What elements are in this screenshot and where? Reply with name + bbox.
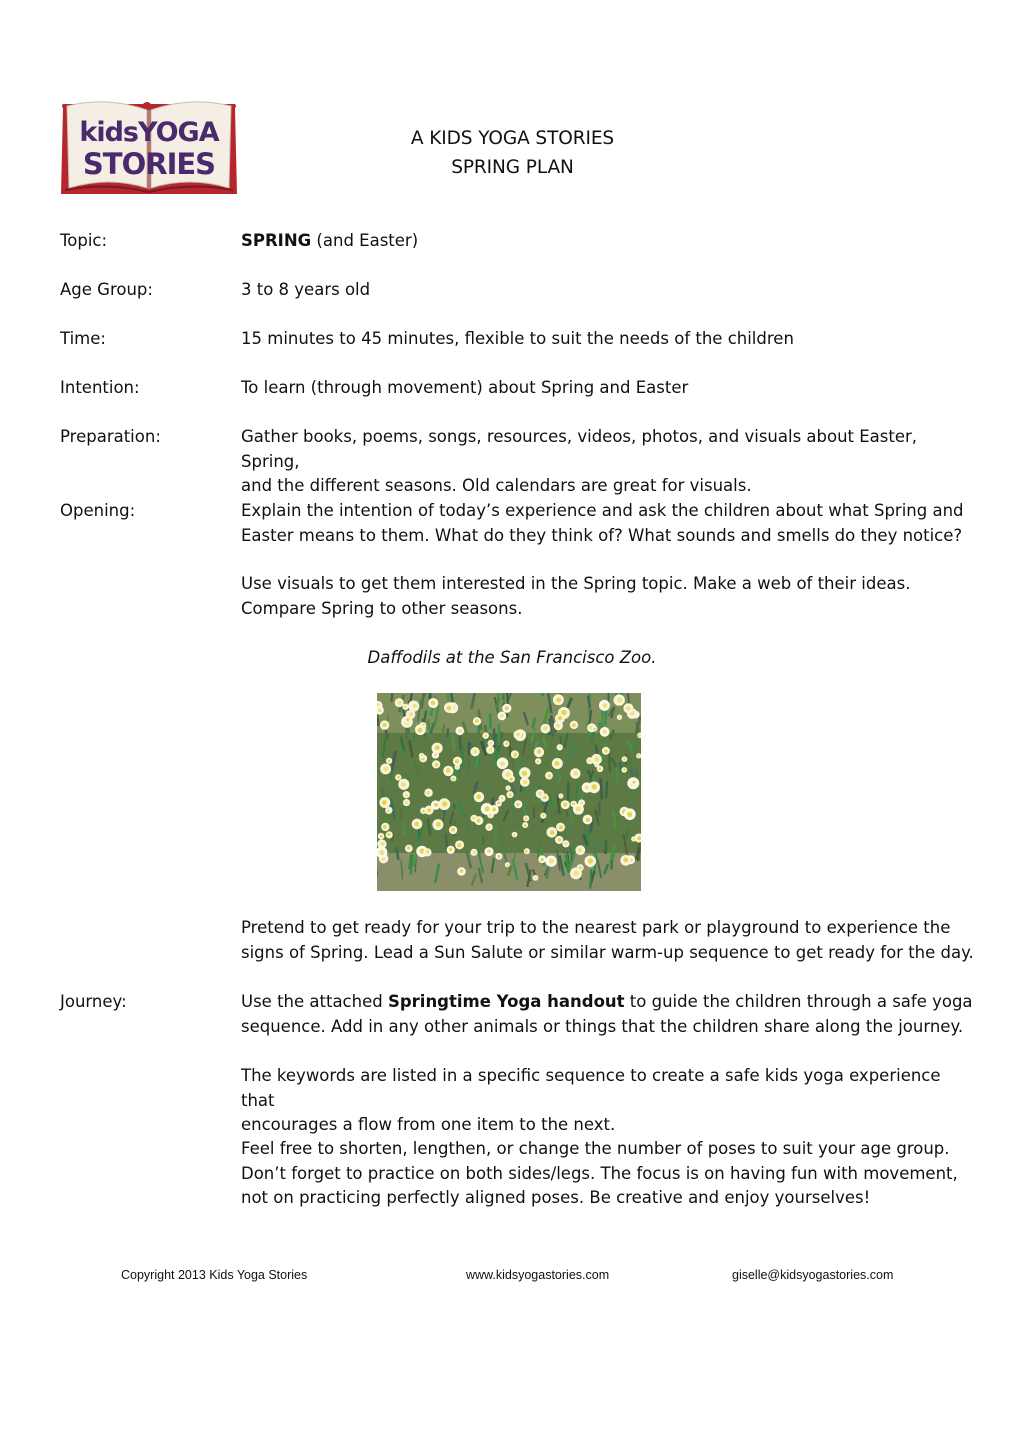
journey-p3-line-2: Don’t forget to practice on both sides/legs. The focus is on having fun with movement, [241,1163,958,1183]
springtime-yoga-handout-ref: Springtime Yoga handout [387,992,625,1011]
opening-paragraph-3 [241,916,976,965]
opening-paragraph-2 [241,572,976,621]
journey-p1-line-1 [241,990,976,1015]
topic-value-rest: (and Easter) [311,231,419,250]
footer-website[interactable]: www.kidsyogastories.com [466,1268,610,1282]
topic-value [241,229,976,254]
journey-p2-line-1: The keywords are listed in a specific sequence to create a safe kids yoga experience that [241,1066,941,1110]
journey-p1-pre: Use the attached [241,992,388,1011]
footer-email[interactable]: giselle@kidsyogastories.com [732,1268,894,1282]
kids-yoga-stories-logo [57,96,241,200]
intention-label: Intention: [60,378,140,397]
preparation-line-1: Gather books, poems, songs, resources, videos, photos, and visuals about Easter, Spring, [241,427,918,471]
logo-text-bottom: STORIES [82,147,216,181]
opening-p1-line-2: Easter means to them. What do they think of? What sounds and smells do they notice? [241,525,963,545]
page-title [360,124,665,182]
time-label: Time: [60,329,106,348]
journey-p2-line-2: encourages a flow from one item to the next. [241,1115,616,1134]
preparation-label: Preparation: [60,427,161,446]
journey-p1-post: to guide the children through a safe yoga [624,992,973,1011]
title-line-2: SPRING PLAN [451,157,574,178]
opening-p1-line-1: Explain the intention of today’s experience and ask the children about what Spring and [241,501,964,520]
footer-copyright: Copyright 2013 Kids Yoga Stories [121,1268,308,1282]
journey-paragraph-1 [241,990,976,1039]
age-group-value: 3 to 8 years old [241,280,371,299]
journey-p3-line-1: Feel free to shorten, lengthen, or change the number of poses to suit your age group. [241,1139,950,1158]
opening-p3-line-2: signs of Spring. Lead a Sun Salute or similar warm-up sequence to get ready for the day. [241,942,974,962]
opening-paragraph-1 [241,499,976,548]
journey-label: Journey: [60,992,127,1011]
daffodils-photo [377,693,641,891]
photo-caption: Daffodils at the San Francisco Zoo. [367,648,657,667]
title-line-1: A KIDS YOGA STORIES [410,128,615,149]
daffodils-image [377,693,641,891]
opening-p3-line-1: Pretend to get ready for your trip to the nearest park or playground to experience the [241,918,951,937]
journey-p3-line-3: not on practicing perfectly aligned poses. Be creative and enjoy yourselves! [241,1188,871,1207]
age-group-label: Age Group: [60,280,153,299]
opening-label: Opening: [60,501,136,520]
opening-p2-line-2: Compare Spring to other seasons. [241,598,523,618]
preparation-line-2: and the different seasons. Old calendars are great for visuals. [241,476,752,495]
topic-label: Topic: [60,231,108,250]
logo-text-top: kidsYOGA [79,117,219,148]
opening-p2-line-1: Use visuals to get them interested in the Spring topic. Make a web of their ideas. [241,574,911,593]
journey-p1-line-2: sequence. Add in any other animals or things that the children share along the journey. [241,1016,964,1036]
intention-value: To learn (through movement) about Spring and Easter [241,378,689,397]
topic-value-bold: SPRING [241,231,312,250]
journey-paragraph-3 [241,1137,976,1211]
time-value: 15 minutes to 45 minutes, flexible to suit the needs of the children [241,329,794,348]
journey-paragraph-2 [241,1064,976,1138]
preparation-value [241,425,976,499]
